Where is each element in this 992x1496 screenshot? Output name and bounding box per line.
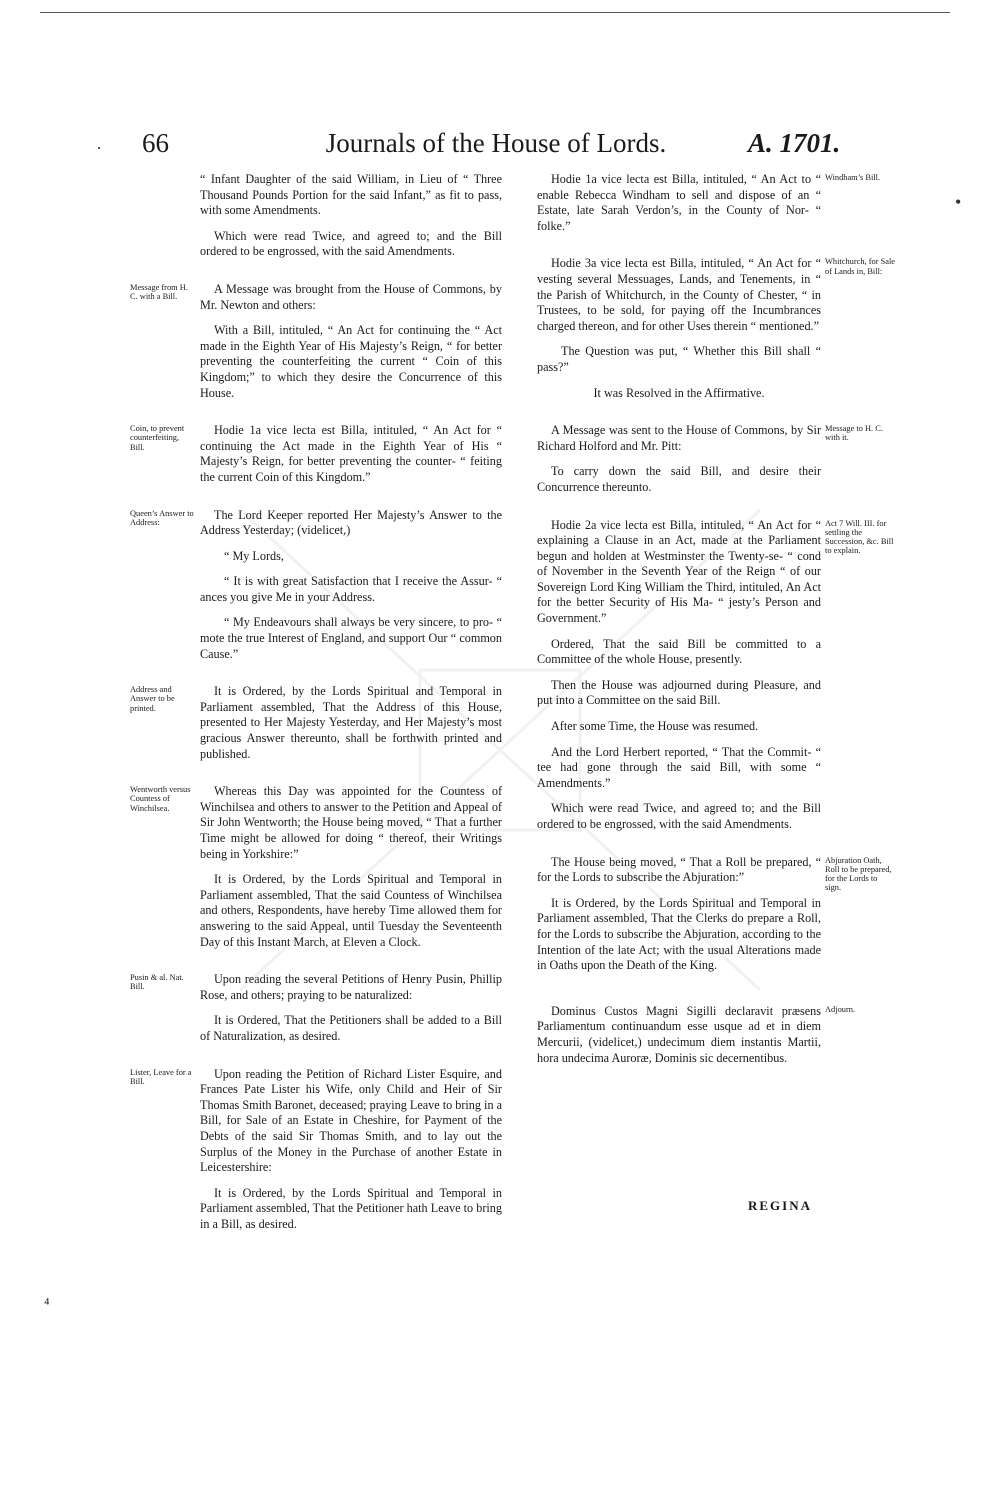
paragraph-text: It is Ordered, by the Lords Spiritual and Temporal in Parliament assembled, That the Petitioner hath Leave to bring in a Bill, as desired.	[200, 1185, 502, 1231]
page-year: A. 1701.	[748, 128, 841, 158]
paragraph-text: The Question was put, “ Whether this Bill shall “ pass?”	[537, 344, 821, 374]
paragraph-text: And the Lord Herbert reported, “ That the Commit- “ tee had gone through the said Bill, with some “ Amendments.”	[537, 744, 821, 790]
side-note: Adjourn.	[825, 1004, 856, 1014]
right-column	[537, 172, 895, 1076]
paragraph-text: “ My Lords,	[224, 548, 284, 563]
side-note: Windham’s Bill.	[825, 173, 881, 182]
page-number: 66	[142, 128, 169, 158]
paragraph	[537, 386, 821, 402]
side-note: Whitchurch, for Sale of Lands in, Bill:	[825, 257, 895, 276]
paragraph	[130, 972, 502, 1003]
paragraph-text: The House being moved, “ That a Roll be prepared, “ for the Lords to subscribe the Abjuration:”	[537, 854, 821, 885]
paragraph-text: A Message was brought from the House of Commons, by Mr. Newton and others:	[200, 281, 502, 312]
side-note: Coin, to prevent counterfeiting, Bill.	[130, 424, 185, 452]
top-rule	[40, 12, 950, 13]
paragraph	[130, 423, 502, 485]
paragraph-text: It is Ordered, by the Lords Spiritual and Temporal in Parliament assembled, That the Clerks do prepare a Roll, for the Lords to subscribe the Abjuration, according to the Intention of the late Act; with the usual Alterations made in Oaths upon the Death of the King.	[537, 895, 821, 973]
paragraph	[537, 344, 821, 375]
paragraph-text: Hodie 3a vice lecta est Billa, intituled, “ An Act for “ vesting several Messuages, Lands, and Tenements, in “ the Parish of Whitchurch, in the County of Chester, “ in Trustees, to be sold, for paying off the Incumbrances charged thereon, and for other Uses therein “ mentioned.”	[537, 256, 821, 333]
side-note: Act 7 Will. III. for settling the Succession, &c. Bill to explain.	[825, 518, 894, 556]
paragraph	[537, 801, 821, 832]
paragraph	[537, 745, 821, 792]
paragraph-text: Upon reading the several Petitions of Henry Pusin, Phillip Rose, and others; praying to be naturalized:	[200, 972, 502, 1002]
paragraph	[537, 1003, 856, 1066]
paragraph-text: To carry down the said Bill, and desire their Concurrence thereunto.	[537, 464, 821, 494]
paragraph-text: Which were read Twice, and agreed to; and the Bill ordered to be engrossed, with the said Amendments.	[537, 801, 821, 831]
paragraph-text: Upon reading the Petition of Richard Lister Esquire, and Frances Pate Lister his Wife, only Child and Heir of Sir Thomas Smith Baronet, deceased; praying Leave to bring in a Bill, for Sale of an Estate in Cheshire, for Payment of the Debts of the said Sir Thomas Smith, and to lay out the Surplus of the Money in the Purchase of another Estate in Leicestershire:	[200, 1066, 502, 1175]
paragraph	[130, 684, 502, 762]
paragraph-text: Which were read Twice, and agreed to; and the Bill ordered to be engrossed, with the said Amendments.	[200, 228, 502, 259]
paragraph	[537, 719, 821, 735]
page-header	[0, 128, 992, 168]
paragraph-text: “ My Endeavours shall always be very sincere, to pro- “ mote the true Interest of England, and support Our “ common Cause.”	[200, 615, 502, 661]
paragraph	[200, 574, 502, 605]
paragraph	[537, 464, 821, 495]
side-note: Message from H. C. with a Bill.	[130, 282, 188, 302]
paragraph-text: It is Ordered, by the Lords Spiritual and Temporal in Parliament assembled, That the Address of this House, presented to Her Majesty Yesterday, and Her Majesty’s most gracious Answer thereunto, shall be forthwith printed and published.	[200, 684, 502, 761]
left-column	[130, 172, 502, 1242]
paragraph	[537, 678, 821, 709]
side-note: Pusin & al. Nat. Bill.	[130, 973, 184, 992]
side-note: Lister, Leave for a Bill.	[130, 1067, 192, 1086]
paragraph-text: It was Resolved in the Affirmative.	[593, 385, 765, 400]
paragraph-text: Hodie 2a vice lecta est Billa, intituled, “ An Act for “ explaining a Clause in an Act, made at the Parliament begun and holden at Westminster the Twenty-se- “ cond of November in the Seventh Year of the Reign “ of our Sovereign Lord King William the Third, intituled, An Act for the better Security of His Ma- “ jesty’s Person and Government.”	[537, 517, 821, 626]
paragraph-text: Hodie 1a vice lecta est Billa, intituled, “ An Act to “ enable Rebecca Windham to sell and dispose of an “ Estate, late Sarah Verdon’s, in the County of Nor- “ folke.”	[537, 172, 821, 233]
paragraph	[130, 1066, 502, 1176]
catchword: REGINA	[748, 1198, 813, 1213]
paragraph-text: The Lord Keeper reported Her Majesty’s Answer to the Address Yesterday; (videlicet,)	[200, 507, 502, 538]
paragraph	[537, 896, 821, 974]
paragraph-text: “ Infant Daughter of the said William, in Lieu of “ Three Thousand Pounds Portion for the said Infant,” as fit to pass, with some Amendments.	[200, 172, 502, 218]
paragraph	[130, 507, 502, 539]
side-note: Abjuration Oath, Roll to be prepared, for the Lords to sign.	[825, 855, 892, 893]
side-note: Wentworth versus Countess of Winchilsea.	[130, 785, 191, 813]
paragraph	[200, 323, 502, 401]
paragraph	[537, 517, 894, 627]
paragraph	[200, 172, 502, 219]
paragraph	[537, 256, 895, 334]
paragraph	[200, 615, 502, 662]
paragraph-text: A Message was sent to the House of Commons, by Sir Richard Holford and Mr. Pitt:	[537, 423, 821, 453]
paragraph-text: Ordered, That the said Bill be committed to a Committee of the whole House, presently.	[537, 636, 821, 667]
paragraph	[200, 549, 502, 565]
paragraph-text: With a Bill, intituled, “ An Act for continuing the “ Act made in the Eighth Year of His Majesty’s Reign, “ for better preventing the counterfeiting the current “ Coin of this Kingdom;” to which they desire the Concurrence of this House.	[200, 323, 502, 400]
paragraph-text: It is Ordered, That the Petitioners shall be added to a Bill of Naturalization, as desired.	[200, 1013, 502, 1043]
paragraph	[200, 1186, 502, 1233]
paragraph	[537, 637, 821, 668]
paragraph-text: Whereas this Day was appointed for the Countess of Winchilsea and others to answer to the Petition and Appeal of Sir John Wentworth; the House being moved, “ That a further Time might be allowed for doing “ thereof, their Writings being in Yorkshire:”	[200, 784, 502, 861]
paragraph	[130, 281, 502, 313]
paragraph	[200, 1013, 502, 1044]
paragraph-text: “ It is with great Satisfaction that I receive the Assur- “ ances you give Me in your Address.	[200, 574, 502, 604]
paragraph	[537, 423, 883, 454]
page-speck: •	[955, 192, 962, 212]
margin-mark: ⁴	[44, 1296, 50, 1313]
side-note: Queen’s Answer to Address:	[130, 508, 194, 527]
side-note: Address and Answer to be printed.	[130, 685, 175, 713]
paragraph	[130, 784, 502, 862]
side-note: Message to H. C. with it.	[825, 424, 883, 443]
paragraph	[200, 229, 502, 260]
running-title: Journals of the House of Lords.	[325, 128, 667, 158]
paragraph-text: After some Time, the House was resumed.	[551, 719, 759, 734]
page-speck: ·	[96, 138, 102, 158]
paragraph-text: Hodie 1a vice lecta est Billa, intituled, “ An Act for “ continuing the Act made in the Eighth Year of His “ Majesty’s Reign, for better preventing the counter- “ feiting the current Coin of this Kingdom.”	[200, 423, 502, 484]
paragraph-text: It is Ordered, by the Lords Spiritual and Temporal in Parliament assembled, That the said Countess of Winchilsea and others, Respondents, have hereby Time allowed them for answering to the said Appeal, until Tuesday the Seventeenth Day of this Instant March, at Eleven a Clock.	[200, 872, 502, 949]
paragraph	[200, 872, 502, 950]
paragraph	[537, 854, 892, 893]
paragraph-text: Then the House was adjourned during Pleasure, and put into a Committee on the said Bill.	[537, 677, 821, 708]
paragraph	[537, 172, 881, 234]
paragraph-text: Dominus Custos Magni Sigilli declaravit præsens Parliamentum continuandum esse usque ad et in diem Mercurii, (videlicet,) undecimum diem instantis Martii, hora undecima Auroræ, Dominis sic decernentibus.	[537, 1003, 821, 1065]
